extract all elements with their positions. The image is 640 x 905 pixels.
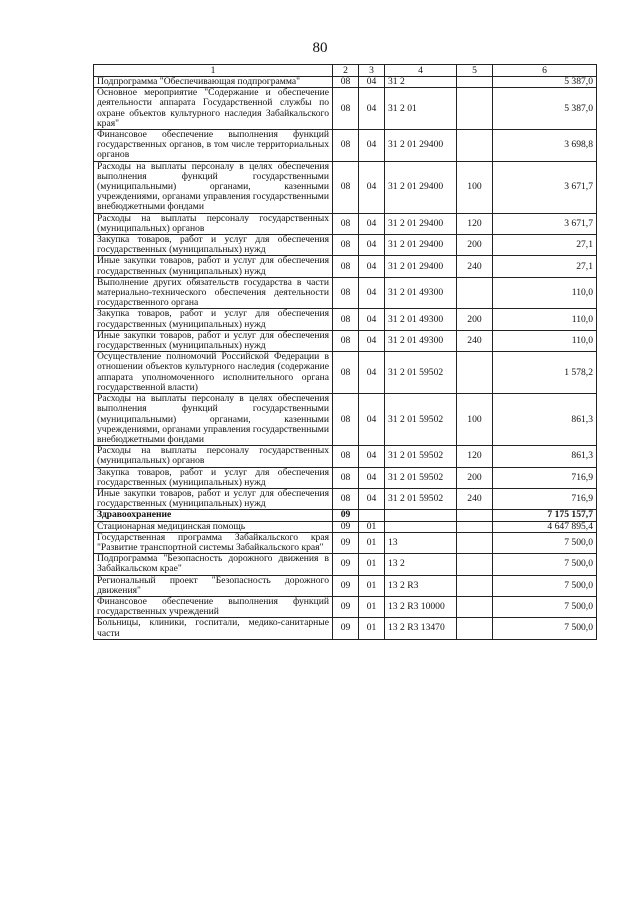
amount: 5 387,0	[493, 88, 597, 130]
row-name: Подпрограмма "Безопасность дорожного движения в Забайкальском крае"	[94, 554, 333, 575]
expense-type-code: 200	[457, 235, 493, 256]
section-code: 09	[333, 554, 359, 575]
section-code: 08	[333, 467, 359, 488]
subsection-code: 01	[359, 575, 385, 596]
table-row	[94, 277, 597, 309]
target-article-code: 31 2 01 29400	[385, 213, 457, 234]
expense-type-code: 240	[457, 256, 493, 277]
amount: 7 500,0	[493, 532, 597, 553]
table-row	[94, 618, 597, 639]
row-name: Закупка товаров, работ и услуг для обеспечения государственных (муниципальных) нужд	[94, 309, 333, 330]
section-code: 09	[333, 510, 359, 521]
table-row	[94, 521, 597, 532]
target-article-code: 31 2 01 29400	[385, 256, 457, 277]
row-name: Финансовое обеспечение выполнения функций государственных органов, в том числе территориальных органов	[94, 130, 333, 162]
target-article-code: 31 2 01 29400	[385, 130, 457, 162]
subsection-code: 04	[359, 77, 385, 88]
expense-type-code	[457, 596, 493, 617]
row-name: Здравоохранение	[94, 510, 333, 521]
table-row	[94, 256, 597, 277]
expense-type-code	[457, 130, 493, 162]
expense-type-code	[457, 554, 493, 575]
table-row	[94, 510, 597, 521]
row-name: Расходы на выплаты персоналу государственных (муниципальных) органов	[94, 213, 333, 234]
row-name: Региональный проект "Безопасность дорожного движения"	[94, 575, 333, 596]
subsection-code: 01	[359, 521, 385, 532]
row-name: Государственная программа Забайкальского края "Развитие транспортной системы Забайкальского края"	[94, 532, 333, 553]
page-number: 80	[312, 40, 328, 56]
target-article-code: 31 2 01 49300	[385, 277, 457, 309]
amount: 27,1	[493, 235, 597, 256]
amount: 3 698,8	[493, 130, 597, 162]
table-row	[94, 213, 597, 234]
row-name: Осуществление полномочий Российской Федерации в отношении объектов культурного наследия (содержание аппарата уполномоченного исполнительного органа государственной власти)	[94, 352, 333, 394]
table-row	[94, 394, 597, 446]
target-article-code: 13 2 R3 13470	[385, 618, 457, 639]
section-code: 08	[333, 235, 359, 256]
section-code: 08	[333, 130, 359, 162]
subsection-code: 04	[359, 213, 385, 234]
target-article-code	[385, 510, 457, 521]
table-row	[94, 77, 597, 88]
header-cell: 4	[385, 65, 457, 77]
target-article-code: 31 2 01 59502	[385, 352, 457, 394]
row-name: Расходы на выплаты персоналу в целях обеспечения выполнения функций государственными (муниципальными) органами, казенными учреждениями, органами управления государственными внебюджетными фондами	[94, 394, 333, 446]
table-row	[94, 554, 597, 575]
amount: 27,1	[493, 256, 597, 277]
table-row	[94, 446, 597, 467]
amount: 3 671,7	[493, 161, 597, 213]
expense-type-code: 100	[457, 394, 493, 446]
target-article-code: 31 2 01	[385, 88, 457, 130]
expense-type-code: 240	[457, 488, 493, 509]
section-code: 08	[333, 256, 359, 277]
target-article-code: 31 2 01 59502	[385, 394, 457, 446]
target-article-code	[385, 521, 457, 532]
section-code: 08	[333, 352, 359, 394]
target-article-code: 13 2	[385, 554, 457, 575]
amount: 861,3	[493, 446, 597, 467]
subsection-code	[359, 510, 385, 521]
expense-type-code: 100	[457, 161, 493, 213]
subsection-code: 01	[359, 554, 385, 575]
expense-type-code	[457, 618, 493, 639]
amount: 1 578,2	[493, 352, 597, 394]
section-code: 08	[333, 161, 359, 213]
expense-type-code	[457, 521, 493, 532]
table-row	[94, 352, 597, 394]
table-row	[94, 467, 597, 488]
expense-type-code: 200	[457, 309, 493, 330]
subsection-code: 04	[359, 488, 385, 509]
section-code: 09	[333, 575, 359, 596]
subsection-code: 04	[359, 330, 385, 351]
row-name: Стационарная медицинская помощь	[94, 521, 333, 532]
row-name: Больницы, клиники, госпитали, медико-санитарные части	[94, 618, 333, 639]
section-code: 08	[333, 277, 359, 309]
amount: 110,0	[493, 277, 597, 309]
expense-type-code: 200	[457, 467, 493, 488]
section-code: 09	[333, 596, 359, 617]
table-row	[94, 130, 597, 162]
expense-type-code	[457, 352, 493, 394]
header-cell: 2	[333, 65, 359, 77]
amount: 4 647 895,4	[493, 521, 597, 532]
header-cell: 1	[94, 65, 333, 77]
target-article-code: 13 2 R3	[385, 575, 457, 596]
amount: 7 175 157,7	[493, 510, 597, 521]
row-name: Закупка товаров, работ и услуг для обеспечения государственных (муниципальных) нужд	[94, 467, 333, 488]
target-article-code: 31 2 01 29400	[385, 235, 457, 256]
row-name: Расходы на выплаты персоналу в целях обеспечения выполнения функций государственными (муниципальными) органами, казенными учреждениями, органами управления государственными внебюджетными фондами	[94, 161, 333, 213]
row-name: Подпрограмма "Обеспечивающая подпрограмма"	[94, 77, 333, 88]
row-name: Иные закупки товаров, работ и услуг для обеспечения государственных (муниципальных) нужд	[94, 488, 333, 509]
amount: 716,9	[493, 488, 597, 509]
amount: 716,9	[493, 467, 597, 488]
target-article-code: 13 2 R3 10000	[385, 596, 457, 617]
subsection-code: 04	[359, 467, 385, 488]
target-article-code: 31 2 01 59502	[385, 467, 457, 488]
table-row	[94, 161, 597, 213]
target-article-code: 31 2 01 59502	[385, 488, 457, 509]
section-code: 08	[333, 309, 359, 330]
subsection-code: 04	[359, 394, 385, 446]
amount: 110,0	[493, 330, 597, 351]
amount: 3 671,7	[493, 213, 597, 234]
section-code: 08	[333, 330, 359, 351]
expense-type-code	[457, 532, 493, 553]
table-row	[94, 88, 597, 130]
subsection-code: 04	[359, 88, 385, 130]
subsection-code: 04	[359, 352, 385, 394]
target-article-code: 13	[385, 532, 457, 553]
subsection-code: 04	[359, 309, 385, 330]
subsection-code: 04	[359, 130, 385, 162]
section-code: 08	[333, 446, 359, 467]
table-row	[94, 575, 597, 596]
target-article-code: 31 2	[385, 77, 457, 88]
subsection-code: 01	[359, 618, 385, 639]
subsection-code: 01	[359, 596, 385, 617]
section-code: 09	[333, 521, 359, 532]
expense-type-code: 120	[457, 213, 493, 234]
expense-type-code	[457, 77, 493, 88]
expense-type-code: 240	[457, 330, 493, 351]
amount: 7 500,0	[493, 596, 597, 617]
amount: 7 500,0	[493, 575, 597, 596]
table-row	[94, 596, 597, 617]
row-name: Иные закупки товаров, работ и услуг для обеспечения государственных (муниципальных) нужд	[94, 330, 333, 351]
subsection-code: 04	[359, 256, 385, 277]
table-header-row	[94, 65, 597, 77]
header-cell: 3	[359, 65, 385, 77]
expense-type-code	[457, 277, 493, 309]
expense-type-code	[457, 88, 493, 130]
target-article-code: 31 2 01 49300	[385, 330, 457, 351]
section-code: 09	[333, 618, 359, 639]
subsection-code: 04	[359, 277, 385, 309]
section-code: 08	[333, 77, 359, 88]
table-row	[94, 309, 597, 330]
target-article-code: 31 2 01 59502	[385, 446, 457, 467]
row-name: Основное мероприятие "Содержание и обеспечение деятельности аппарата Государственной службы по охране объектов культурного наследия Забайкальского края"	[94, 88, 333, 130]
amount: 110,0	[493, 309, 597, 330]
header-cell: 5	[457, 65, 493, 77]
expense-type-code: 120	[457, 446, 493, 467]
section-code: 08	[333, 394, 359, 446]
table-row	[94, 235, 597, 256]
section-code: 08	[333, 88, 359, 130]
table-row	[94, 330, 597, 351]
section-code: 08	[333, 213, 359, 234]
expense-type-code	[457, 575, 493, 596]
subsection-code: 01	[359, 532, 385, 553]
target-article-code: 31 2 01 29400	[385, 161, 457, 213]
row-name: Финансовое обеспечение выполнения функций государственных учреждений	[94, 596, 333, 617]
expense-type-code	[457, 510, 493, 521]
amount: 861,3	[493, 394, 597, 446]
table-row	[94, 532, 597, 553]
row-name: Выполнение других обязательств государства в части материально-технического обеспечения деятельности государственного органа	[94, 277, 333, 309]
subsection-code: 04	[359, 161, 385, 213]
table-row	[94, 488, 597, 509]
amount: 7 500,0	[493, 554, 597, 575]
budget-table	[93, 64, 597, 640]
target-article-code: 31 2 01 49300	[385, 309, 457, 330]
row-name: Иные закупки товаров, работ и услуг для обеспечения государственных (муниципальных) нужд	[94, 256, 333, 277]
amount: 7 500,0	[493, 618, 597, 639]
header-cell: 6	[493, 65, 597, 77]
row-name: Закупка товаров, работ и услуг для обеспечения государственных (муниципальных) нужд	[94, 235, 333, 256]
subsection-code: 04	[359, 235, 385, 256]
subsection-code: 04	[359, 446, 385, 467]
section-code: 09	[333, 532, 359, 553]
amount: 5 387,0	[493, 77, 597, 88]
row-name: Расходы на выплаты персоналу государственных (муниципальных) органов	[94, 446, 333, 467]
section-code: 08	[333, 488, 359, 509]
